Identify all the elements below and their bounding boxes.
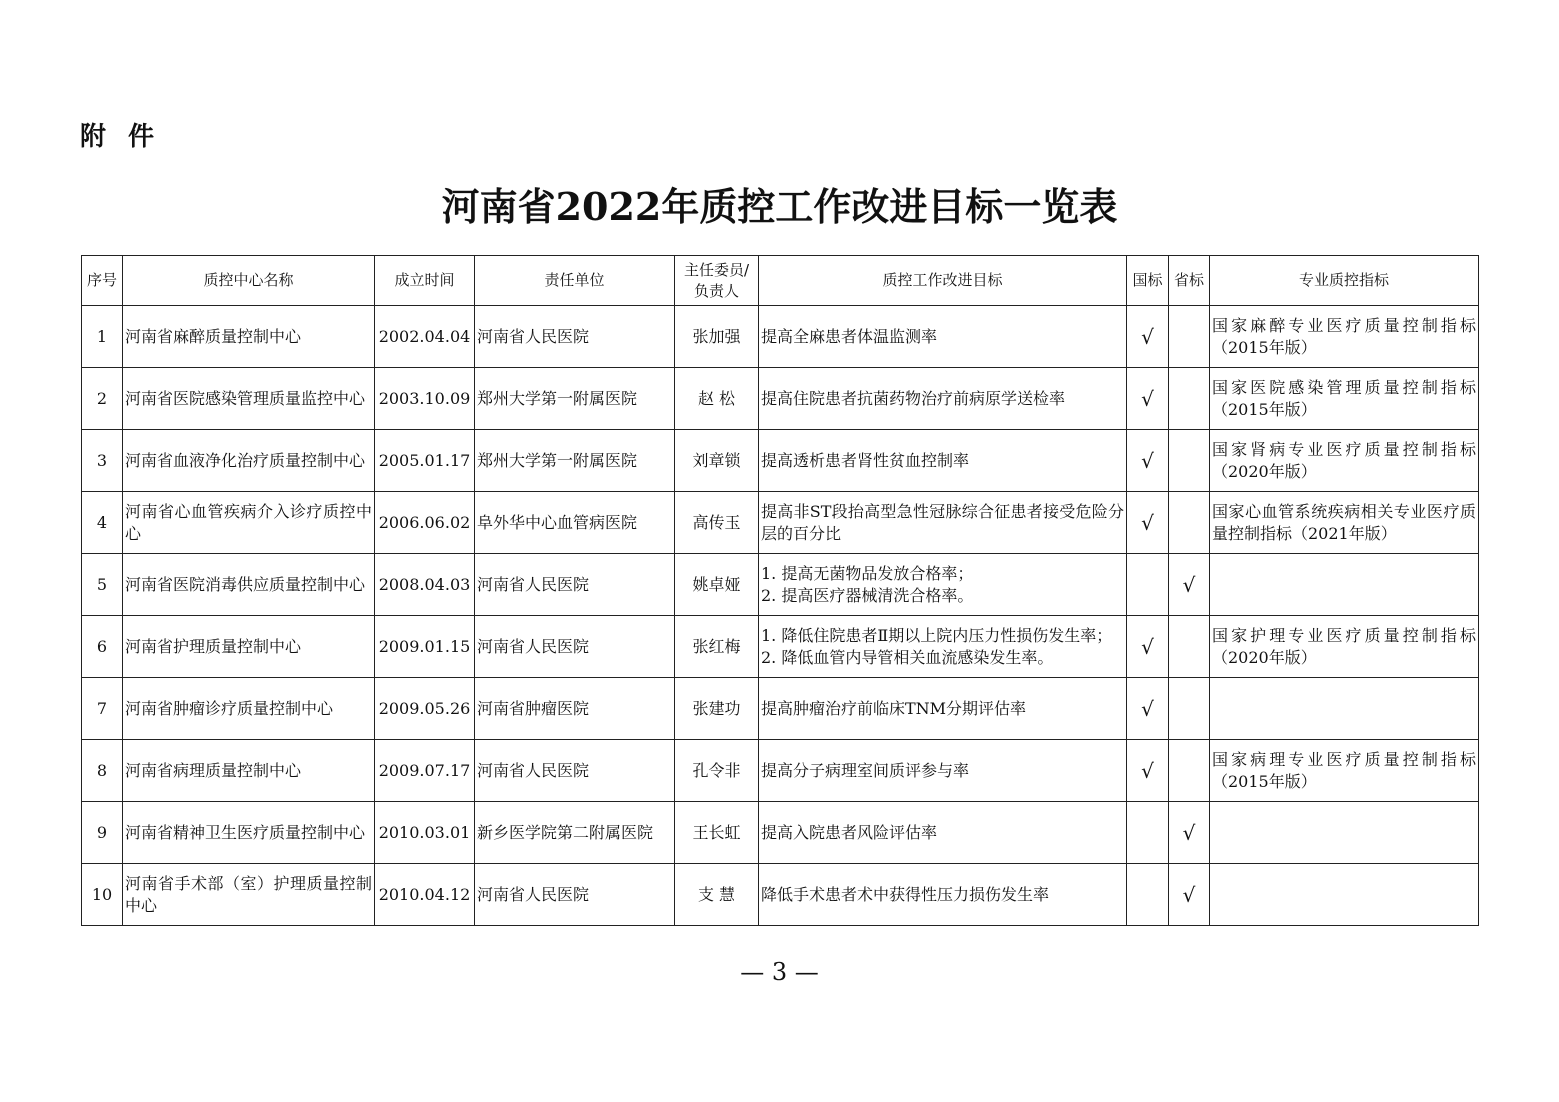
cell-established-date: 2010.04.12	[375, 864, 475, 926]
cell-center-name: 河南省心血管疾病介入诊疗质控中心	[123, 492, 375, 554]
cell-director: 张加强	[675, 306, 759, 368]
cell-national-standard: √	[1127, 492, 1169, 554]
table-row	[82, 616, 1479, 678]
goal-list-item: 2. 提高医疗器械清洗合格率。	[761, 585, 974, 605]
cell-provincial-standard: √	[1169, 554, 1210, 616]
cell-center-name: 河南省手术部（室）护理质量控制中心	[123, 864, 375, 926]
cell-responsible-unit: 河南省人民医院	[475, 864, 675, 926]
cell-national-standard	[1127, 864, 1169, 926]
cell-provincial-standard	[1169, 368, 1210, 430]
table-row	[82, 678, 1479, 740]
header-date: 成立时间	[375, 256, 475, 306]
cell-responsible-unit: 河南省人民医院	[475, 554, 675, 616]
cell-established-date: 2008.04.03	[375, 554, 475, 616]
cell-provincial-standard: √	[1169, 802, 1210, 864]
cell-national-standard	[1127, 802, 1169, 864]
cell-center-name: 河南省血液净化治疗质量控制中心	[123, 430, 375, 492]
cell-established-date: 2002.04.04	[375, 306, 475, 368]
cell-quality-indicator	[1210, 554, 1479, 616]
cell-director: 高传玉	[675, 492, 759, 554]
cell-provincial-standard	[1169, 306, 1210, 368]
cell-provincial-standard: √	[1169, 864, 1210, 926]
header-goal: 质控工作改进目标	[759, 256, 1127, 306]
cell-no: 8	[82, 740, 123, 802]
cell-center-name: 河南省麻醉质量控制中心	[123, 306, 375, 368]
cell-improvement-goal: 提高肿瘤治疗前临床TNM分期评估率	[759, 678, 1127, 740]
cell-director: 孔令非	[675, 740, 759, 802]
cell-improvement-goal: 提高分子病理室间质评参与率	[759, 740, 1127, 802]
cell-director: 王长虹	[675, 802, 759, 864]
table-row	[82, 554, 1479, 616]
goal-list-item: 1. 降低住院患者Ⅱ期以上院内压力性损伤发生率；	[761, 625, 1113, 645]
cell-responsible-unit: 郑州大学第一附属医院	[475, 368, 675, 430]
cell-director: 张建功	[675, 678, 759, 740]
cell-improvement-goal: 提高住院患者抗菌药物治疗前病原学送检率	[759, 368, 1127, 430]
cell-director: 张红梅	[675, 616, 759, 678]
cell-no: 2	[82, 368, 123, 430]
cell-established-date: 2005.01.17	[375, 430, 475, 492]
table-row	[82, 368, 1479, 430]
header-unit: 责任单位	[475, 256, 675, 306]
cell-national-standard: √	[1127, 368, 1169, 430]
cell-national-standard: √	[1127, 740, 1169, 802]
cell-no: 10	[82, 864, 123, 926]
cell-center-name: 河南省病理质量控制中心	[123, 740, 375, 802]
cell-improvement-goal	[759, 616, 1127, 678]
cell-established-date: 2009.01.15	[375, 616, 475, 678]
cell-center-name: 河南省医院感染管理质量监控中心	[123, 368, 375, 430]
cell-established-date: 2003.10.09	[375, 368, 475, 430]
cell-no: 1	[82, 306, 123, 368]
cell-quality-indicator: 国家护理专业医疗质量控制指标（2020年版）	[1210, 616, 1479, 678]
header-no: 序号	[82, 256, 123, 306]
cell-quality-indicator: 国家心血管系统疾病相关专业医疗质量控制指标（2021年版）	[1210, 492, 1479, 554]
cell-no: 9	[82, 802, 123, 864]
cell-national-standard: √	[1127, 616, 1169, 678]
cell-responsible-unit: 河南省肿瘤医院	[475, 678, 675, 740]
table-row	[82, 492, 1479, 554]
cell-director: 刘章锁	[675, 430, 759, 492]
cell-provincial-standard	[1169, 616, 1210, 678]
cell-no: 5	[82, 554, 123, 616]
cell-center-name: 河南省肿瘤诊疗质量控制中心	[123, 678, 375, 740]
cell-quality-indicator	[1210, 678, 1479, 740]
cell-improvement-goal: 降低手术患者术中获得性压力损伤发生率	[759, 864, 1127, 926]
table-header-row	[82, 256, 1479, 306]
cell-no: 7	[82, 678, 123, 740]
goal-list-item: 1. 提高无菌物品发放合格率；	[761, 563, 974, 583]
cell-quality-indicator: 国家肾病专业医疗质量控制指标（2020年版）	[1210, 430, 1479, 492]
cell-quality-indicator: 国家麻醉专业医疗质量控制指标（2015年版）	[1210, 306, 1479, 368]
cell-director: 姚卓娅	[675, 554, 759, 616]
cell-responsible-unit: 郑州大学第一附属医院	[475, 430, 675, 492]
table-row	[82, 740, 1479, 802]
cell-improvement-goal: 提高非ST段抬高型急性冠脉综合征患者接受危险分层的百分比	[759, 492, 1127, 554]
attachment-label: 附件	[80, 122, 177, 152]
cell-director: 支 慧	[675, 864, 759, 926]
cell-center-name: 河南省精神卫生医疗质量控制中心	[123, 802, 375, 864]
cell-provincial-standard	[1169, 492, 1210, 554]
cell-quality-indicator	[1210, 864, 1479, 926]
page-number: — 3 —	[740, 958, 819, 986]
cell-national-standard	[1127, 554, 1169, 616]
cell-established-date: 2006.06.02	[375, 492, 475, 554]
cell-provincial-standard	[1169, 430, 1210, 492]
cell-no: 4	[82, 492, 123, 554]
cell-established-date: 2010.03.01	[375, 802, 475, 864]
header-indicator: 专业质控指标	[1210, 256, 1479, 306]
header-provincial: 省标	[1169, 256, 1210, 306]
cell-improvement-goal: 提高透析患者肾性贫血控制率	[759, 430, 1127, 492]
cell-responsible-unit: 新乡医学院第二附属医院	[475, 802, 675, 864]
header-national: 国标	[1127, 256, 1169, 306]
quality-target-table	[81, 255, 1479, 926]
cell-national-standard: √	[1127, 306, 1169, 368]
page-title: 河南省2022年质控工作改进目标一览表	[441, 184, 1118, 229]
table-row	[82, 864, 1479, 926]
cell-responsible-unit: 河南省人民医院	[475, 306, 675, 368]
cell-provincial-standard	[1169, 740, 1210, 802]
cell-national-standard: √	[1127, 678, 1169, 740]
cell-established-date: 2009.05.26	[375, 678, 475, 740]
cell-improvement-goal: 提高入院患者风险评估率	[759, 802, 1127, 864]
header-director: 主任委员/负责人	[675, 256, 759, 306]
cell-responsible-unit: 河南省人民医院	[475, 740, 675, 802]
cell-provincial-standard	[1169, 678, 1210, 740]
cell-no: 6	[82, 616, 123, 678]
table-row	[82, 306, 1479, 368]
cell-improvement-goal: 提高全麻患者体温监测率	[759, 306, 1127, 368]
cell-no: 3	[82, 430, 123, 492]
table-row	[82, 802, 1479, 864]
cell-improvement-goal	[759, 554, 1127, 616]
goal-list-item: 2. 降低血管内导管相关血流感染发生率。	[761, 647, 1054, 667]
cell-quality-indicator: 国家病理专业医疗质量控制指标（2015年版）	[1210, 740, 1479, 802]
cell-quality-indicator	[1210, 802, 1479, 864]
cell-center-name: 河南省医院消毒供应质量控制中心	[123, 554, 375, 616]
table-row	[82, 430, 1479, 492]
cell-established-date: 2009.07.17	[375, 740, 475, 802]
cell-national-standard: √	[1127, 430, 1169, 492]
cell-responsible-unit: 河南省人民医院	[475, 616, 675, 678]
cell-responsible-unit: 阜外华中心血管病医院	[475, 492, 675, 554]
cell-center-name: 河南省护理质量控制中心	[123, 616, 375, 678]
header-center: 质控中心名称	[123, 256, 375, 306]
cell-quality-indicator: 国家医院感染管理质量控制指标（2015年版）	[1210, 368, 1479, 430]
cell-director: 赵 松	[675, 368, 759, 430]
